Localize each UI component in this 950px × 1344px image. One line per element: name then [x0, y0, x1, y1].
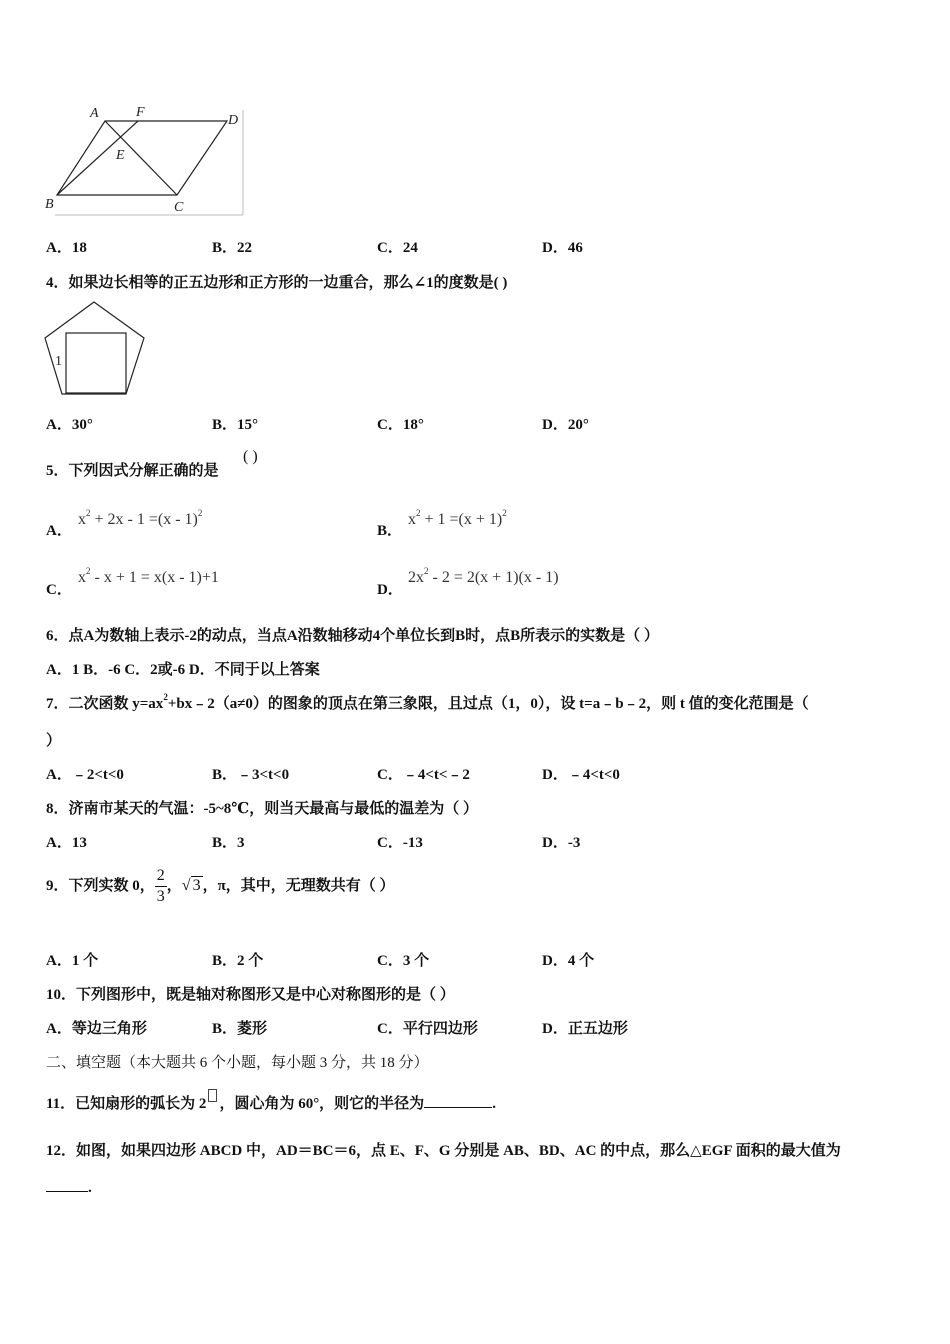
q10-option-a[interactable]: A．等边三角形: [46, 1021, 147, 1037]
q10-stem: 10．下列图形中，既是轴对称图形又是中心对称图形的是（ ）: [46, 987, 455, 1003]
q4-option-d[interactable]: D．20°: [542, 417, 589, 433]
parallelogram-figure: [40, 100, 250, 220]
q6-options[interactable]: A．1 B．-6 C．2或-6 D．不同于以上答案: [46, 662, 320, 678]
label-c: C: [174, 200, 184, 215]
angle-1-label: 1: [55, 354, 62, 369]
q7-option-d[interactable]: D．﹣4<t<0: [542, 767, 620, 783]
q7-stem: 7．二次函数 $y=ax^2+bx﹣2(a\ne 0)$的图象的顶点在第三象限，且过点（1，0），设 t=a﹣b﹣2，则 t 值的变化范围是（: [46, 692, 809, 712]
pentagon-square-figure: [40, 298, 150, 400]
q4-option-c[interactable]: C．18°: [377, 417, 424, 433]
q5-expr-b[interactable]: $x^2 + 1 =(x + 1)^2$: [408, 508, 507, 528]
q5-paren: ( ): [243, 448, 258, 465]
q12-answer-blank[interactable]: [46, 1191, 88, 1192]
label-e: E: [116, 148, 125, 163]
q3-option-b[interactable]: B．22: [212, 240, 253, 256]
q8-option-c[interactable]: C．-13: [377, 835, 423, 851]
q12-stem: 12．如图，如果四边形 ABCD 中，AD＝BC＝6，点 E、F、G 分别是 AB、BD、AC 的中点，那么△EGF 面积的最大值为: [46, 1143, 841, 1159]
q9-stem: 9．下列实数 0， $\frac{2}{3}$ ，√ 3 ，π，其中，无理数共有（ ）: [46, 867, 395, 905]
q3-option-c[interactable]: C．24: [377, 240, 418, 256]
q5-label-a: A．: [46, 523, 72, 539]
q3-option-a[interactable]: A．18: [46, 240, 87, 256]
q6-stem: 6．点A为数轴上表示-2的动点，当点A沿数轴移动4个单位长到B时，点B所表示的实数是（ ）: [46, 628, 659, 644]
q5-label-d: D．: [377, 582, 403, 598]
label-d: D: [228, 113, 239, 128]
q5-label-c: C．: [46, 582, 72, 598]
label-a: A: [90, 106, 99, 121]
q12-answer-line: .: [46, 1180, 92, 1197]
q5-expr-c[interactable]: $x^2 - x + 1 = x(x - 1)+1$: [78, 566, 219, 586]
two-thirds-fraction: $\frac{2}{3}$: [156, 867, 165, 905]
q8-option-b[interactable]: B．3: [212, 835, 245, 851]
q9-option-a[interactable]: A．1 个: [46, 953, 99, 969]
q4-stem: 4．如果边长相等的正五边形和正方形的一边重合，那么∠1的度数是( ): [46, 275, 508, 291]
q5-stem: 5．下列因式分解正确的是: [46, 463, 219, 479]
q7-option-c[interactable]: C．﹣4<t<﹣2: [377, 767, 470, 783]
q4-option-a[interactable]: A．30°: [46, 417, 93, 433]
q11-stem: 11．已知扇形的弧长为 2 ，圆心角为 60°，则它的半径为 .: [46, 1089, 496, 1113]
q11-answer-blank[interactable]: [424, 1107, 492, 1108]
q9-option-d[interactable]: D．4 个: [542, 953, 595, 969]
q4-option-b[interactable]: B．15°: [212, 417, 259, 433]
section-heading-fill-blank: 二、填空题（本大题共 6 个小题，每小题 3 分，共 18 分）: [46, 1055, 429, 1071]
q9-option-b[interactable]: B．2 个: [212, 953, 264, 969]
q8-option-d[interactable]: D．-3: [542, 835, 581, 851]
q10-option-d[interactable]: D．正五边形: [542, 1021, 628, 1037]
q7-option-a[interactable]: A．﹣2<t<0: [46, 767, 124, 783]
q3-option-d[interactable]: D．46: [542, 240, 583, 256]
q10-option-c[interactable]: C．平行四边形: [377, 1021, 478, 1037]
q5-expr-a[interactable]: $x^2 + 2x - 1 =(x - 1)^2$: [78, 508, 203, 528]
q5-expr-d[interactable]: $2x^2 - 2 = 2(x + 1)(x - 1)$: [408, 566, 559, 586]
q8-option-a[interactable]: A．13: [46, 835, 87, 851]
label-f: F: [136, 105, 145, 120]
q9-option-c[interactable]: C．3 个: [377, 953, 430, 969]
q7-option-b[interactable]: B．﹣3<t<0: [212, 767, 290, 783]
label-b: B: [45, 197, 54, 212]
q8-stem: 8．济南市某天的气温：-5~8℃，则当天最高与最低的温差为（ ）: [46, 801, 479, 817]
q5-label-b: B．: [377, 523, 403, 539]
q7-stem-cont: ）: [46, 733, 62, 749]
sqrt-three: √ 3: [181, 876, 201, 894]
pi-placeholder-icon: [208, 1089, 217, 1102]
q10-option-b[interactable]: B．菱形: [212, 1021, 268, 1037]
